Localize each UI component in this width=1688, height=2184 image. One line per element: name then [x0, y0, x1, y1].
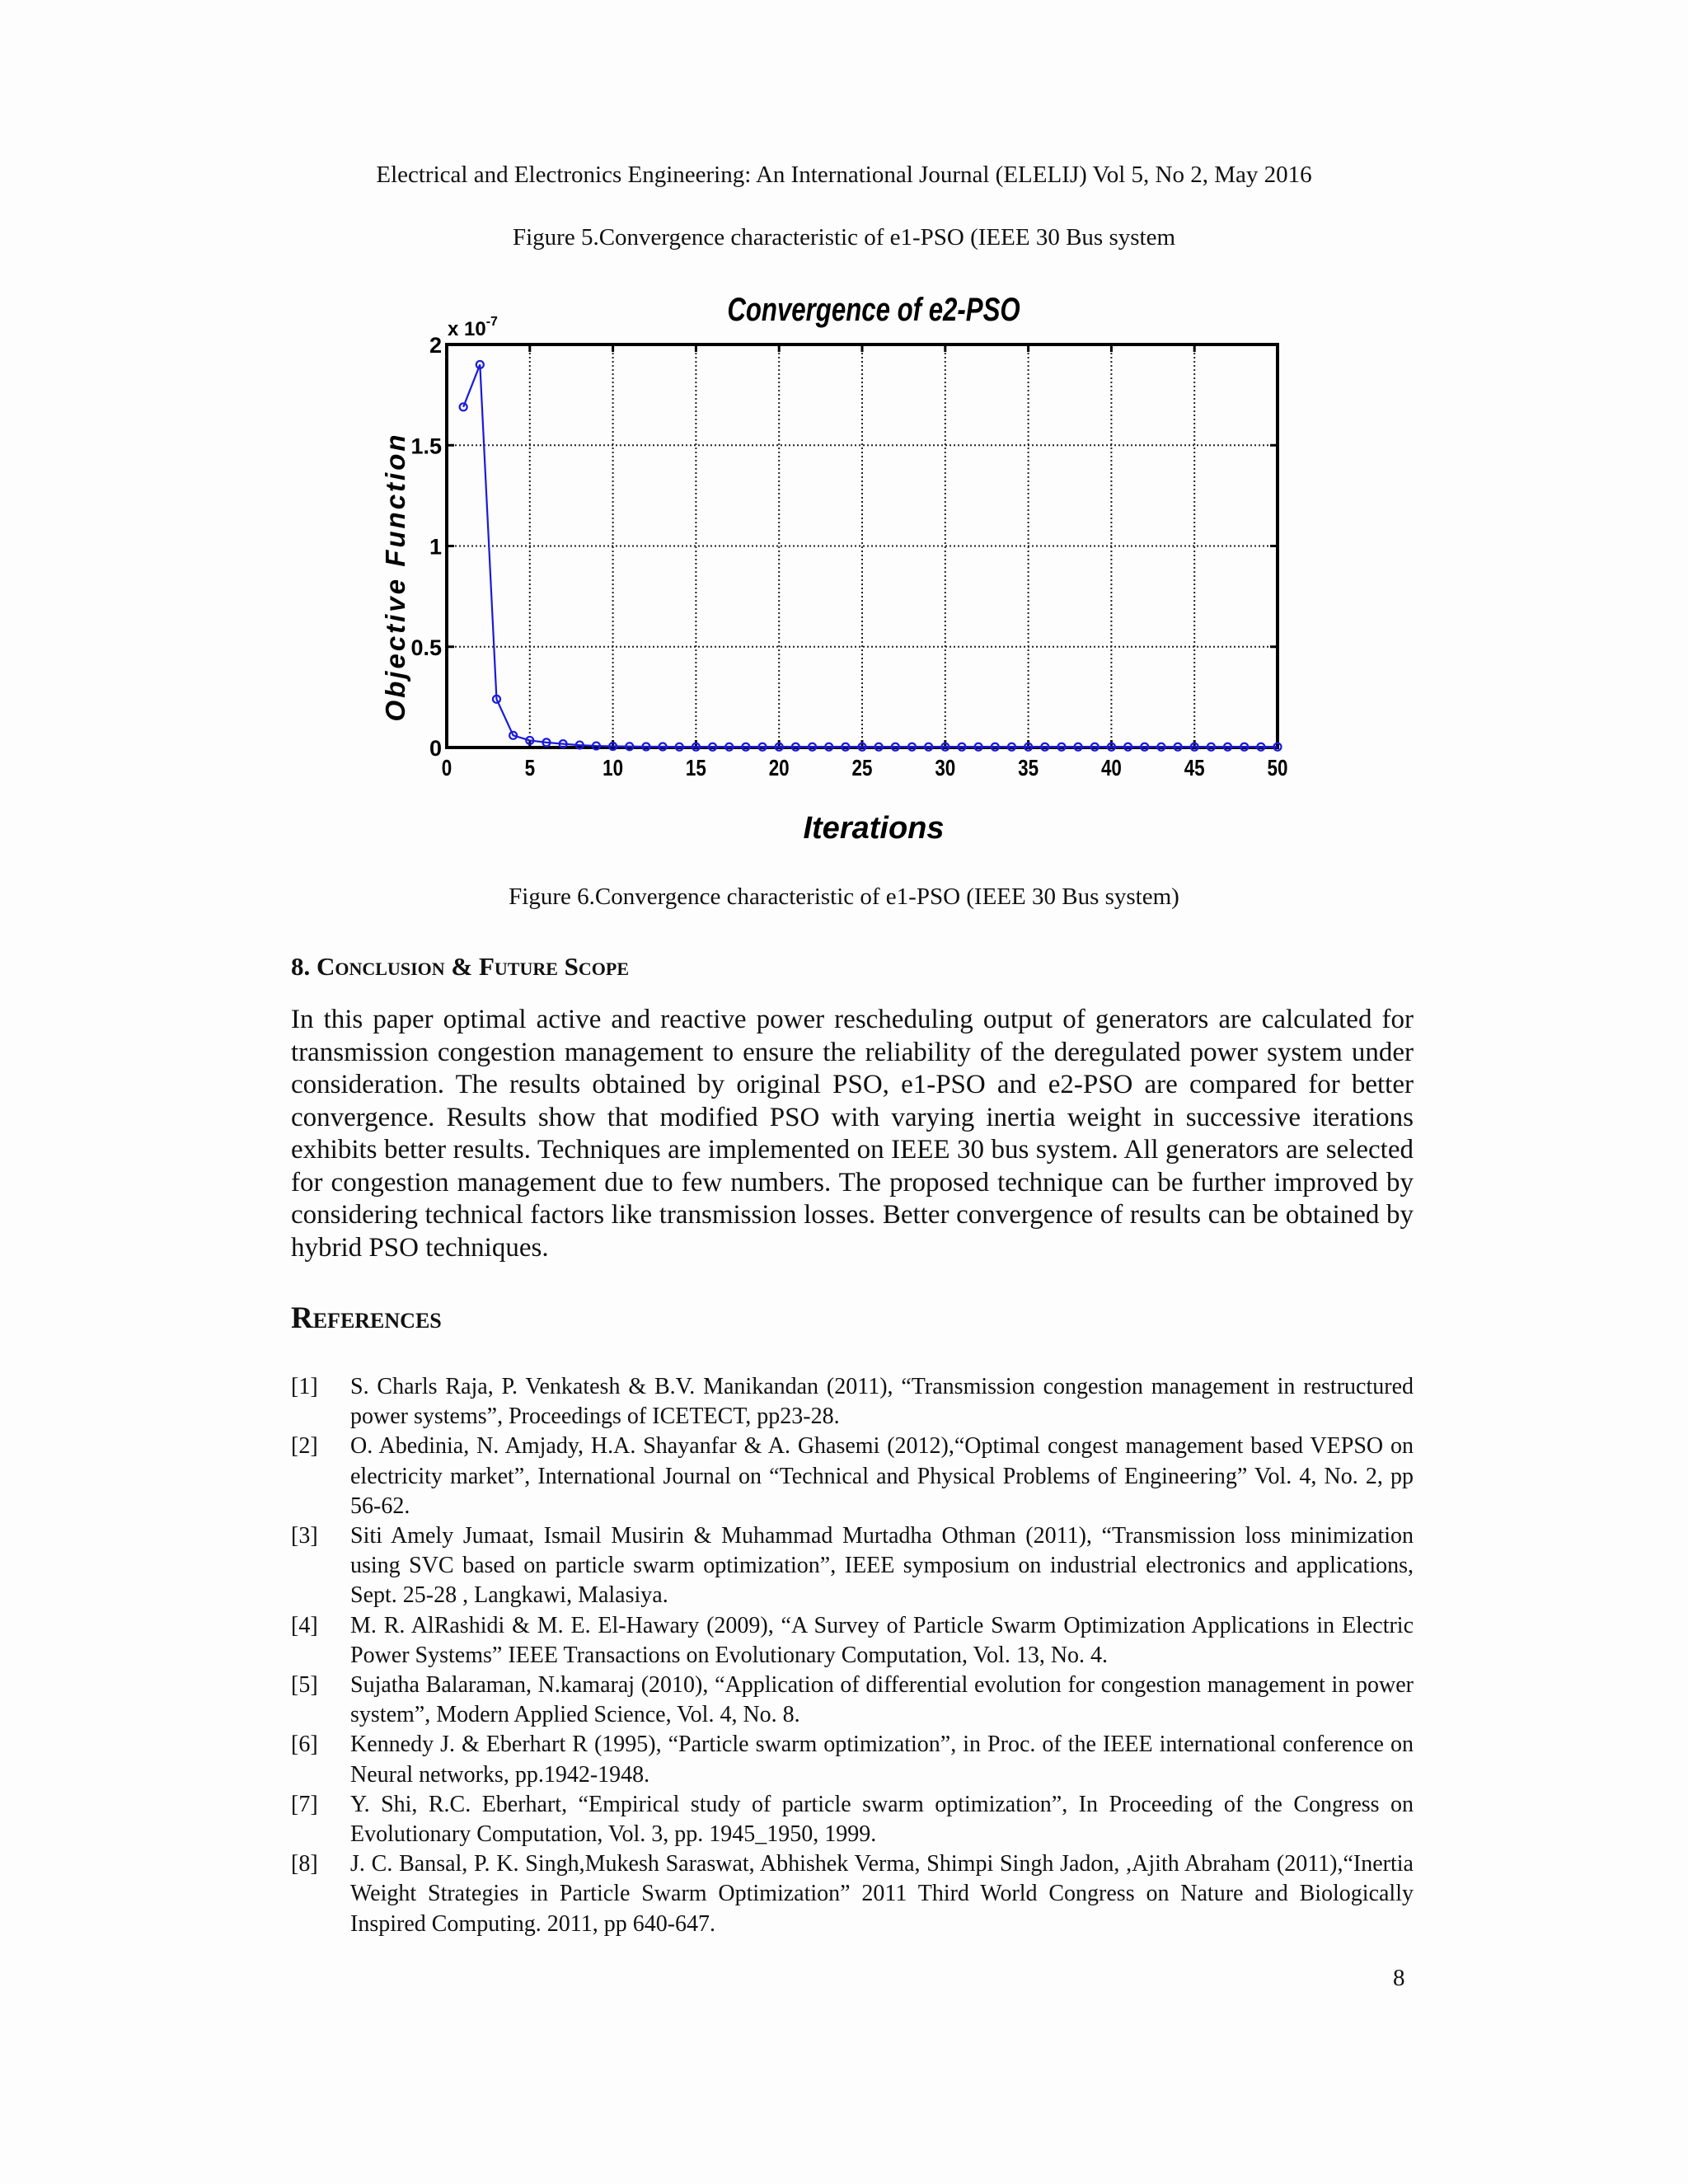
x-tick-label: 30 [935, 755, 956, 781]
x-tick-label: 10 [603, 755, 624, 781]
reference-item [291, 1790, 1414, 1849]
x-tick-label: 5 [524, 755, 536, 781]
x-tick-label: 40 [1100, 755, 1122, 781]
axis-ticks [410, 333, 1287, 781]
x-axis-label: Iterations [803, 811, 945, 846]
reference-item [291, 1730, 1414, 1789]
x-tick-label: 0 [441, 755, 452, 781]
references-heading: References [291, 1301, 442, 1335]
section-number: 8. [291, 952, 311, 981]
reference-text: J. C. Bansal, P. K. Singh,Mukesh Saraswat, Abhishek Verma, Shimpi Singh Jadon, ,Ajith Abraham (2011),“Inertia Weight Strategies in Particle Swarm Optimization” 2011 Third World Congress on Nature and Biologically Inspired Computing. 2011, pp 640-647. [350, 1851, 1414, 1937]
section-heading [291, 952, 629, 982]
reference-text: Sujatha Balaraman, N.kamaraj (2010), “Application of differential evolution for congestion management in power system”, Modern Applied Science, Vol. 4, No. 8. [350, 1672, 1414, 1728]
y-exponent-power: -7 [485, 315, 498, 329]
chart-title: Convergence of e2-PSO [727, 291, 1020, 328]
reference-number: [5] [291, 1672, 318, 1699]
series-line [463, 364, 1278, 747]
y-tick-label: 0.5 [410, 635, 442, 660]
reference-number: [1] [291, 1374, 318, 1399]
journal-header: Electrical and Electronics Engineering: An International Journal (ELELIJ) Vol 5, No 2, May 2016 [376, 162, 1312, 188]
reference-item [291, 1372, 1414, 1432]
reference-number: [3] [291, 1523, 318, 1549]
y-exponent-label [448, 315, 498, 340]
y-axis-label: Objective Function [380, 432, 410, 722]
reference-text: Kennedy J. & Eberhart R (1995), “Particle swarm optimization”, in Proc. of the IEEE international conference on Neural networks, pp.1942-1948. [350, 1732, 1414, 1788]
reference-item [291, 1521, 1414, 1611]
reference-item [291, 1849, 1414, 1939]
reference-number: [4] [291, 1612, 318, 1638]
x-tick-label: 15 [685, 755, 706, 781]
figure-5-caption: Figure 5.Convergence characteristic of e1-PSO (IEEE 30 Bus system [512, 224, 1175, 251]
x-tick-label: 50 [1267, 755, 1288, 781]
reference-text: M. R. AlRashidi & M. E. El-Hawary (2009), “A Survey of Particle Swarm Optimization Applications in Electric Power Systems” IEEE Transactions on Evolutionary Computation, Vol. 13, No. 4. [350, 1612, 1414, 1668]
reference-item [291, 1432, 1414, 1521]
page-number: 8 [1393, 1965, 1405, 1991]
reference-text: Siti Amely Jumaat, Ismail Musirin & Muhammad Murtadha Othman (2011), “Transmission loss minimization using SVC based on particle swarm optimization”, IEEE symposium on industrial electronics and applications, Sept. 25-28 , Langkawi, Malasiya. [350, 1523, 1414, 1609]
reference-item [291, 1671, 1414, 1730]
reference-list [291, 1372, 1414, 1939]
x-tick-label: 20 [768, 755, 790, 781]
reference-text: S. Charls Raja, P. Venkatesh & B.V. Manikandan (2011), “Transmission congestion management in restructured power systems”, Proceedings of ICETECT, pp23-28. [350, 1374, 1414, 1430]
chart-grid [447, 344, 1278, 748]
section-title: Conclusion & Future Scope [316, 952, 630, 981]
figure-6-caption: Figure 6.Convergence characteristic of e1-PSO (IEEE 30 Bus system) [509, 883, 1179, 910]
reference-number: [2] [291, 1433, 318, 1460]
y-exponent-base: x 10 [448, 318, 486, 340]
y-tick-label: 0 [429, 736, 442, 761]
reference-text: Y. Shi, R.C. Eberhart, “Empirical study of particle swarm optimization”, In Proceeding of the Congress on Evolutionary Computation, Vol. 3, pp. 1945_1950, 1999. [350, 1791, 1414, 1848]
reference-text: O. Abedinia, N. Amjady, H.A. Shayanfar & A. Ghasemi (2012),“Optimal congest management based VEPSO on electricity market”, International Journal on “Technical and Physical Problems of Engineering” Vol. 4, No. 2, pp 56-62. [350, 1433, 1414, 1519]
reference-number: [7] [291, 1791, 318, 1817]
reference-number: [6] [291, 1732, 318, 1758]
convergence-chart [375, 284, 1331, 861]
y-tick-label: 2 [429, 333, 442, 358]
x-tick-label: 35 [1018, 755, 1039, 781]
conclusion-paragraph: In this paper optimal active and reactive power rescheduling output of generators are calculated for transmission congestion management to ensure the reliability of the deregulated power system under consideration. The results obtained by original PSO, e1-PSO and e2-PSO are compared for better convergence. Results show that modified PSO with varying inertia weight in successive iterations exhibits better results. Techniques are implemented on IEEE 30 bus system. All generators are selected for congestion management due to few numbers. The proposed technique can be further improved by considering technical factors like transmission losses. Better convergence of results can be obtained by hybrid PSO techniques. [291, 1005, 1414, 1263]
reference-number: [8] [291, 1851, 318, 1877]
x-tick-label: 45 [1184, 755, 1205, 781]
y-tick-label: 1.5 [410, 434, 442, 459]
series-points [460, 361, 1282, 751]
y-tick-label: 1 [429, 534, 442, 560]
x-tick-label: 25 [851, 755, 873, 781]
reference-item [291, 1611, 1414, 1671]
